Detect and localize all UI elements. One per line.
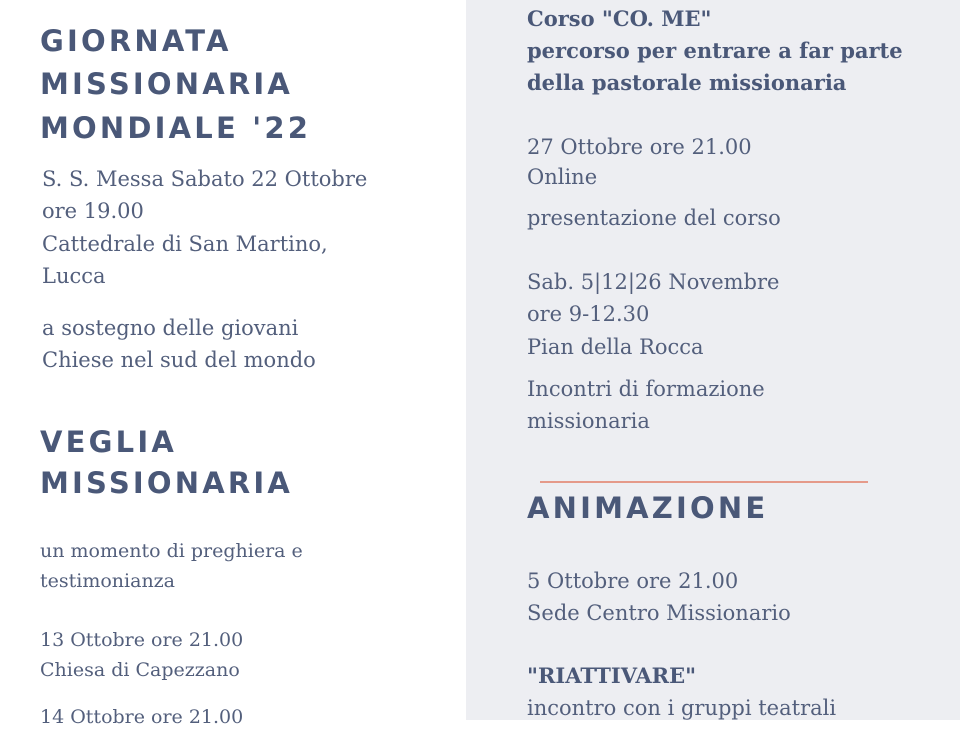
riattivare-description: incontro con i gruppi teatrali bbox=[527, 696, 837, 720]
giornata-purpose-2: Chiese nel sud del mondo bbox=[42, 348, 316, 372]
veglia-event-1-date: 13 Ottobre ore 21.00 bbox=[40, 629, 244, 651]
giornata-detail-4: Lucca bbox=[42, 264, 106, 288]
riattivare-title: "RIATTIVARE" bbox=[527, 663, 697, 688]
corso-subtitle-1: percorso per entrare a far parte bbox=[527, 38, 903, 63]
corso-date-note: presentazione del corso bbox=[527, 206, 781, 230]
veglia-event-1-place: Chiesa di Capezzano bbox=[40, 659, 240, 681]
giornata-title-line-3: MONDIALE '22 bbox=[40, 111, 312, 145]
corso-sessions-note-1: Incontri di formazione bbox=[527, 377, 765, 401]
veglia-description-2: testimonianza bbox=[40, 570, 176, 592]
giornata-detail-3: Cattedrale di San Martino, bbox=[42, 232, 328, 256]
giornata-detail-2: ore 19.00 bbox=[42, 199, 144, 223]
veglia-event-2-date: 14 Ottobre ore 21.00 bbox=[40, 706, 244, 728]
corso-sessions-time: ore 9-12.30 bbox=[527, 302, 650, 326]
veglia-title-line-1: VEGLIA bbox=[40, 425, 177, 459]
giornata-purpose-1: a sostegno delle giovani bbox=[42, 316, 299, 340]
animazione-place: Sede Centro Missionario bbox=[527, 601, 791, 625]
giornata-title-line-1: GIORNATA bbox=[40, 24, 232, 58]
corso-sessions-dates: Sab. 5|12|26 Novembre bbox=[527, 270, 780, 294]
corso-sessions-note-2: missionaria bbox=[527, 409, 650, 433]
corso-sessions-place: Pian della Rocca bbox=[527, 335, 704, 359]
veglia-title-line-2: MISSIONARIA bbox=[40, 466, 294, 500]
giornata-title-line-2: MISSIONARIA bbox=[40, 67, 294, 101]
corso-location: Online bbox=[527, 165, 598, 189]
giornata-detail-1: S. S. Messa Sabato 22 Ottobre bbox=[42, 167, 368, 191]
corso-date: 27 Ottobre ore 21.00 bbox=[527, 135, 752, 159]
corso-title: Corso "CO. ME" bbox=[527, 6, 712, 31]
veglia-description-1: un momento di preghiera e bbox=[40, 540, 303, 562]
animazione-title: ANIMAZIONE bbox=[527, 491, 769, 525]
section-divider bbox=[540, 481, 868, 483]
animazione-date: 5 Ottobre ore 21.00 bbox=[527, 569, 739, 593]
corso-subtitle-2: della pastorale missionaria bbox=[527, 70, 847, 95]
